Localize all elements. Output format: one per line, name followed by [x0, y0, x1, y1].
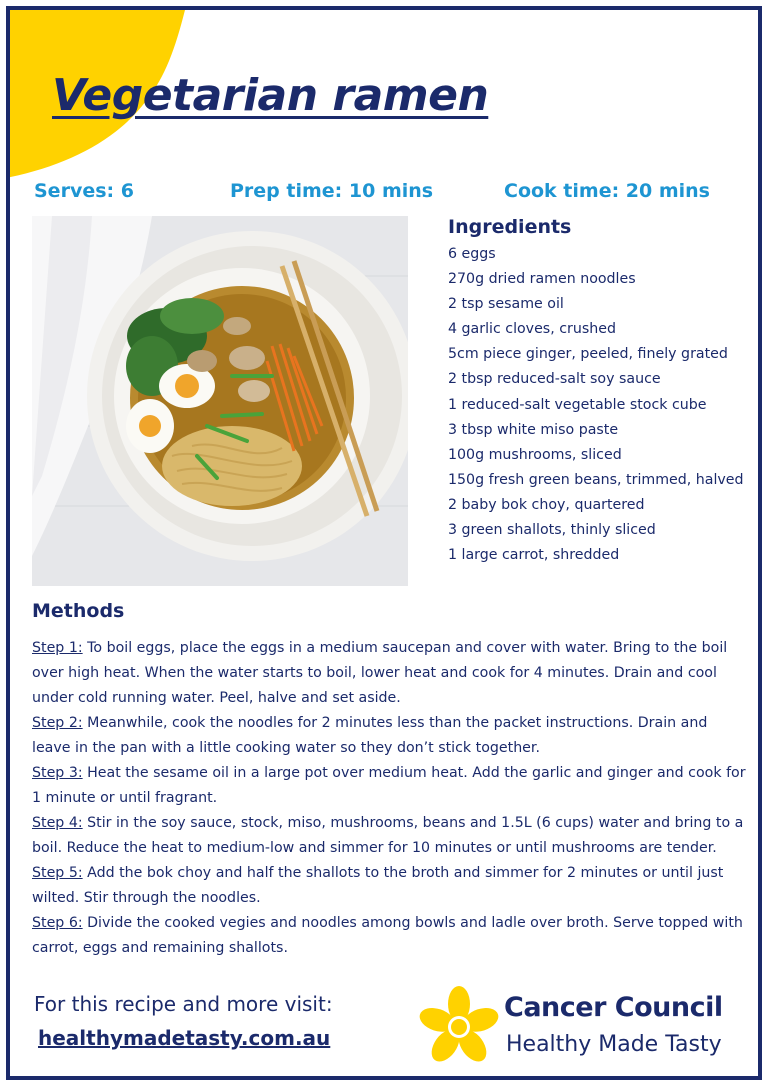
step-text: Stir in the soy sauce, stock, miso, mushrooms, beans and 1.5L (6 cups) water and bring to a boil. Reduce the heat to medium-low and simmer for 10 minutes or until mushrooms are tender.	[32, 815, 744, 856]
recipe-title: Vegetarian ramen	[52, 70, 489, 121]
methods-heading: Methods	[32, 600, 125, 622]
ingredients-list	[448, 242, 748, 568]
ingredient-item: 100g mushrooms, sliced	[448, 446, 622, 463]
ingredients-heading: Ingredients	[448, 216, 572, 238]
step-text: Add the bok choy and half the shallots to the broth and simmer for 2 minutes or until just wilted. Stir through the noodles.	[32, 865, 724, 906]
daffodil-icon	[418, 986, 500, 1068]
step-label: Step 1:	[32, 640, 83, 656]
ingredient-item: 1 reduced-salt vegetable stock cube	[448, 396, 707, 413]
ingredient-item: 6 eggs	[448, 246, 496, 262]
step-label: Step 3:	[32, 765, 83, 781]
ingredient-item: 1 large carrot, shredded	[448, 547, 620, 564]
ingredients-section	[448, 216, 748, 568]
ingredient-item: 270g dried ramen noodles	[448, 271, 636, 288]
ramen-bowl-photo	[32, 216, 408, 586]
ingredient-item: 5cm piece ginger, peeled, finely grated	[448, 346, 728, 363]
ingredient-item: 4 garlic cloves, crushed	[448, 321, 616, 338]
website-link[interactable]: healthymadetasty.com.au	[38, 1026, 331, 1050]
step-label: Step 6:	[32, 915, 83, 931]
method-step	[32, 761, 748, 811]
cancer-council-logo	[418, 984, 758, 1074]
step-label: Step 2:	[32, 715, 83, 731]
method-step	[32, 711, 748, 761]
method-step	[32, 861, 748, 911]
step-text: Divide the cooked vegies and noodles among bowls and ladle over broth. Serve topped with carrot, eggs and remaining shallots.	[32, 915, 743, 956]
step-text: Heat the sesame oil in a large pot over medium heat. Add the garlic and ginger and cook for 1 minute or until fragrant.	[32, 765, 746, 806]
cook-time: Cook time: 20 mins	[504, 180, 710, 202]
method-step	[32, 811, 748, 861]
brand-tagline: Healthy Made Tasty	[506, 1032, 722, 1057]
serves-info: Serves: 6	[34, 180, 134, 202]
step-text: To boil eggs, place the eggs in a medium saucepan and cover with water. Bring to the boil over high heat. When the water starts to boil, lower heat and cook for 4 minutes. Drain and cool under cold running water. Peel, halve and set aside.	[32, 640, 728, 706]
step-text: Meanwhile, cook the noodles for 2 minutes less than the packet instructions. Drain and leave in the pan with a little cooking water so they don’t stick together.	[32, 715, 708, 756]
footer-text: For this recipe and more visit:	[34, 992, 333, 1016]
methods-section	[32, 636, 748, 961]
step-label: Step 5:	[32, 865, 83, 881]
ingredient-item: 150g fresh green beans, trimmed, halved	[448, 471, 744, 488]
recipe-card	[6, 6, 762, 1080]
brand-name: Cancer Council	[504, 992, 723, 1023]
ingredient-item: 3 tbsp white miso paste	[448, 421, 619, 438]
ingredient-item: 2 tsp sesame oil	[448, 296, 564, 313]
method-step	[32, 911, 748, 961]
ingredient-item: 3 green shallots, thinly sliced	[448, 522, 656, 539]
method-step	[32, 636, 748, 711]
step-label: Step 4:	[32, 815, 83, 831]
prep-time: Prep time: 10 mins	[230, 180, 434, 202]
ingredient-item: 2 tbsp reduced-salt soy sauce	[448, 371, 661, 388]
ingredient-item: 2 baby bok choy, quartered	[448, 496, 645, 513]
